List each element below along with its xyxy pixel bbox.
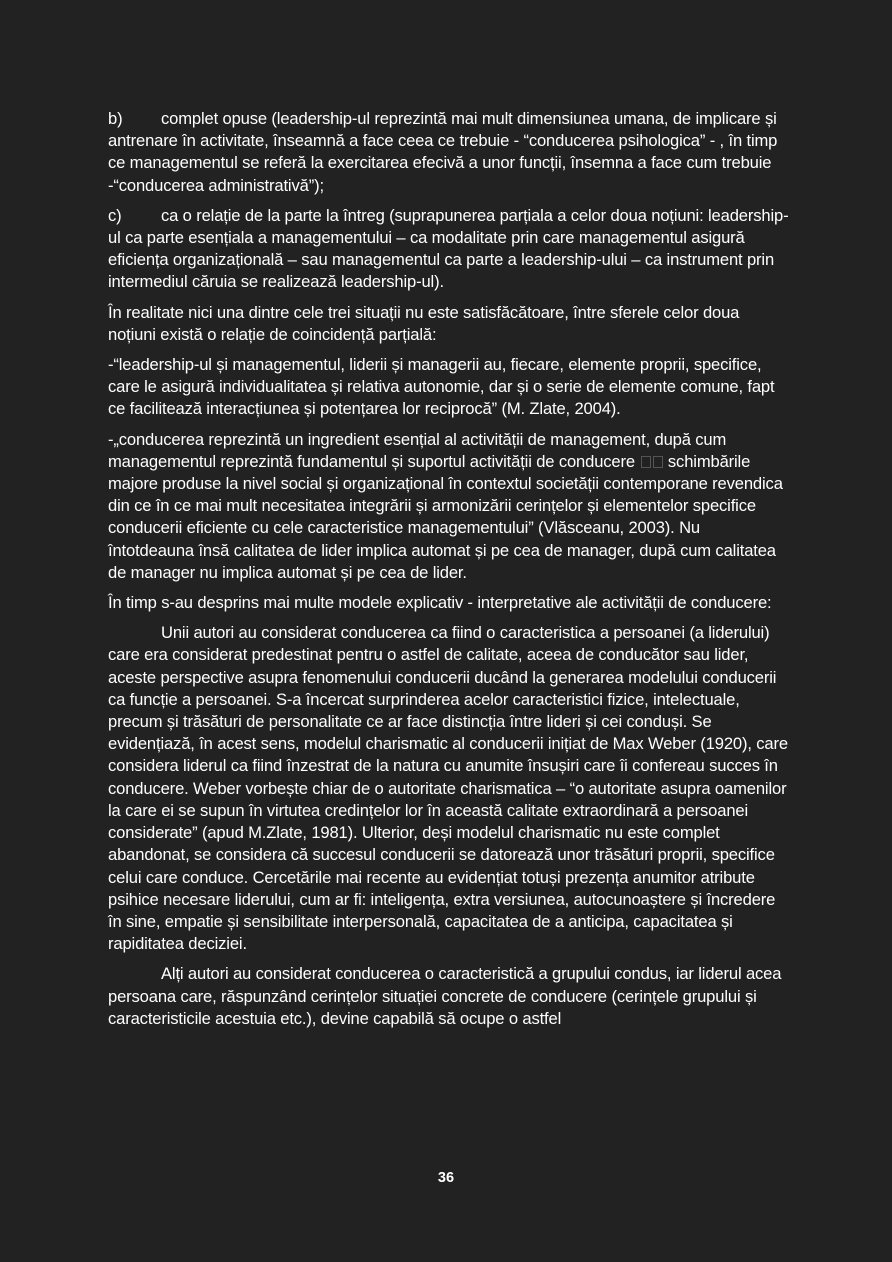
paragraph-realitate: În realitate nici una dintre cele trei situații nu este satisfăcătoare, între sferele celor doua noțiuni există o relație de coincidență parțială: bbox=[108, 302, 740, 344]
quote-text-part1: -„conducerea reprezintă un ingredient esențial al activității de management, după cum managementul reprezintă fundamentul și suportul activității de conducere bbox=[108, 429, 727, 471]
list-item-b bbox=[108, 108, 790, 197]
paragraph-unii-autori: Unii autori au considerat conducerea ca fiind o caracteristica a persoanei (a liderului) care era considerat predestinat pentru o astfel de calitate, aceea de conducător sau lider, aceste perspective asupra fenomenului conducerii ducând la generarea modelului conducerii ca funcție a persoanei. S-a încercat surprinderea acelor caracteristici fizice, intelectuale, precum și trăsături de personalitate ce ar face distincția între lideri și cei conduși. Se evidențiază, în acest sens, modelul charismatic al conducerii inițiat de Max Weber (1920), care considera liderul ca fiind înzestrat de la natura cu anumite însușiri care îi confereau succes în conducere. Weber vorbește chiar de o autoritate charismatica – “o autoritate asupra oamenilor la care ei se supun în virtutea credințelor lor în această calitate extraordinară a persoanei considerate” (apud M.Zlate, 1981). Ulterior, deși modelul charismatic nu este complet abandonat, se considera că succesul conducerii se datorează unor trăsături proprii, specifice celui care conduce. Cercetările mai recente au evidențiat totuși prezența anumitor atribute psihice necesare liderului, cum ar fi: inteligența, extra versiunea, autocunoaștere și încredere în sine, empatie și sensibilitate interpersonală, capacitatea de a anticipa, capacitatea și rapiditatea deciziei. bbox=[108, 623, 788, 954]
quote-zlate: -“leadership-ul și managementul, liderii și managerii au, fiecare, elemente proprii, specifice, care le asigură individualitatea și relativa autonomie, dar și o serie de elemente comune, fapt ce facilitează interacțiunea și potențarea lor reciprocă” (M. Zlate, 2004). bbox=[108, 355, 775, 419]
missing-glyph-icon bbox=[653, 456, 663, 468]
page-number: 36 bbox=[437, 1170, 455, 1186]
list-item-c bbox=[108, 205, 790, 294]
list-marker: b) bbox=[108, 109, 123, 128]
quote-vlasceanu bbox=[108, 429, 790, 584]
list-marker: c) bbox=[108, 205, 122, 225]
paragraph-modele: În timp s-au desprins mai multe modele explicativ - interpretative ale activității de conducere: bbox=[108, 593, 772, 613]
missing-glyph-icon bbox=[641, 456, 651, 468]
paragraph-alti-autori: Alți autori au considerat conducerea o caracteristică a grupului condus, iar liderul acea persoana care, răspunzând cerințelor situației concrete de conducere (cerințele grupului și caracteristicile acestuia etc.), devine capabilă să ocupe o astfel bbox=[108, 964, 782, 1028]
document-page bbox=[108, 108, 790, 1038]
quote-text-part2: schimbările majore produse la nivel social și organizațional în contextul societății contemporane revendica din ce în ce mai mult necesitatea integrării și armonizării cerințelor și elementelor specifice conducerii eficiente cu cele caracteristice managementului” (Vlăsceanu, 2003). Nu întotdeauna însă calitatea de lider implica automat și pe cea de manager, după cum calitatea de manager nu implica automat și pe cea de lider. bbox=[108, 451, 783, 582]
list-item-text: ca o relație de la parte la întreg (suprapunerea parțiala a celor doua noțiuni: leadership-ul ca parte esențiala a managementului – ca modalitate prin care managementul asigură eficiența organizațională – sau managementul ca parte a leadership-ului – ca instrument prin intermediul căruia se realizează leadership-ul). bbox=[108, 205, 789, 292]
list-item-text: complet opuse (leadership-ul reprezintă mai mult dimensiunea umana, de implicare și antrenare în activitate, înseamnă a face ceea ce trebuie - “conducerea psihologica” - , în timp ce managementul se referă la exercitarea efecivă a unor funcții, însemna a face cum trebuie -“conducerea administrativă”); bbox=[108, 109, 778, 195]
